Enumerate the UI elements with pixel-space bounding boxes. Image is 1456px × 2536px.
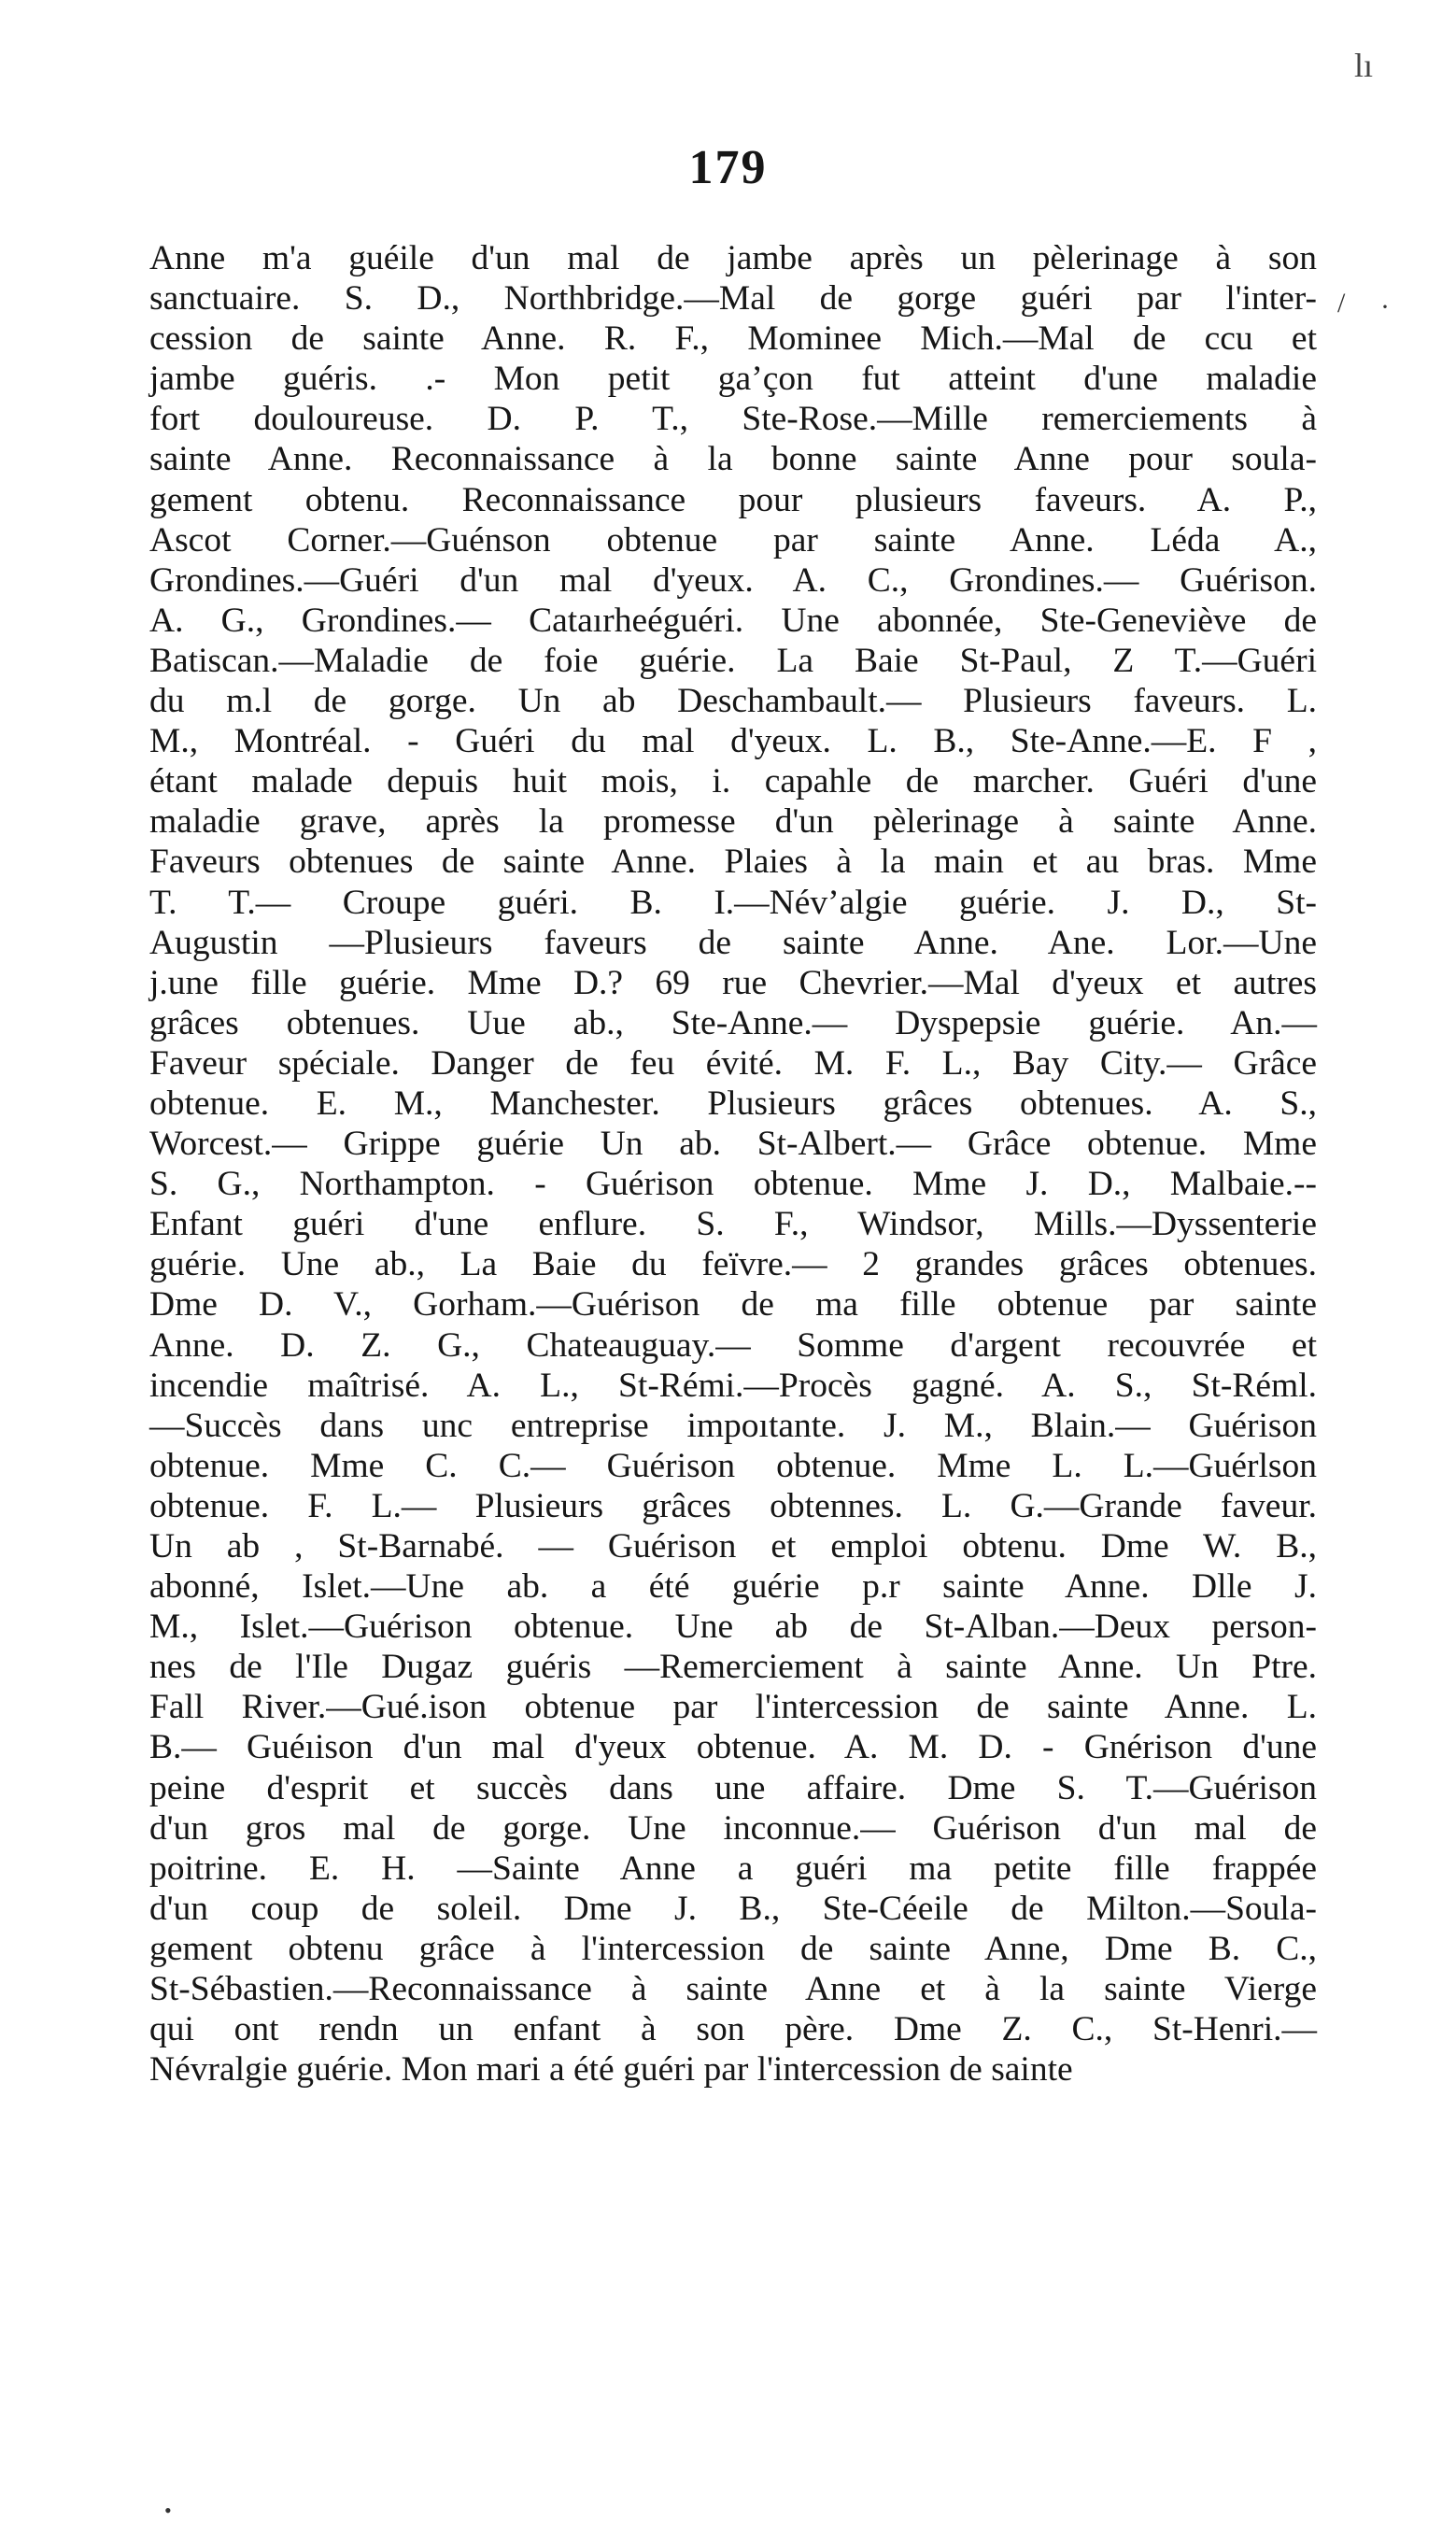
text-line: Anne. D. Z. G., Chateauguay.— Somme d'argent recouvrée et (149, 1325, 1317, 1365)
text-line: M., Montréal. - Guéri du mal d'yeux. L. B., Ste-Anne.—E. F , (149, 722, 1317, 761)
text-line: sainte Anne. Reconnaissance à la bonne sainte Anne pour soula- (149, 440, 1317, 479)
text-line: obtenue. Mme C. C.— Guérison obtenue. Mme L. L.—Guérlson (149, 1446, 1317, 1485)
text-line: d'un gros mal de gorge. Une inconnue.— Guérison d'un mal de (149, 1808, 1317, 1848)
text-line: Worcest.— Grippe guérie Un ab. St-Albert.— Grâce obtenue. Mme (149, 1125, 1317, 1164)
text-line: abonné, Islet.—Une ab. a été guérie p.r sainte Anne. Dlle J. (149, 1567, 1317, 1607)
text-line: Fall River.—Gué.ison obtenue par l'intercession de sainte Anne. L. (149, 1688, 1317, 1727)
text-line: Enfant guéri d'une enflure. S. F., Windsor, Mills.—Dyssenterie (149, 1205, 1317, 1244)
text-line: obtenue. E. M., Manchester. Plusieurs grâces obtenues. A. S., (149, 1084, 1317, 1123)
text-line: gement obtenu. Reconnaissance pour plusieurs faveurs. A. P., (149, 480, 1317, 519)
text-line: sanctuaire. S. D., Northbridge.—Mal de gorge guéri par l'inter- (149, 279, 1317, 319)
text-line: fort douloureuse. D. P. T., Ste-Rose.—Mille remerciements à (149, 400, 1317, 439)
text-line: St-Sébastien.—Reconnaissance à sainte Anne et à la sainte Vierge (149, 1970, 1317, 2009)
text-line: Névralgie guérie. Mon mari a été guéri par l'intercession de sainte (149, 2050, 1073, 2090)
text-line: A. G., Grondines.— Cataırheéguéri. Une abonnée, Ste-Geneviève de (149, 601, 1317, 640)
text-line: incendie maîtrisé. A. L., St-Rémi.—Procès gagné. A. S., St-Réml. (149, 1366, 1317, 1405)
text-line: obtenue. F. L.— Plusieurs grâces obtennes. L. G.—Grande faveur. (149, 1486, 1317, 1525)
text-line: Ascot Corner.—Guénson obtenue par sainte Anne. Léda A., (149, 520, 1317, 560)
text-line: guérie. Une ab., La Baie du feïvre.— 2 grandes grâces obtenues. (149, 1245, 1317, 1284)
text-line: étant malade depuis huit mois, i. capahle de marcher. Guéri d'une (149, 762, 1317, 801)
text-line: T. T.— Croupe guéri. B. I.—Név’algie guérie. J. D., St- (149, 883, 1317, 922)
text-line: Faveur spéciale. Danger de feu évité. M. F. L., Bay City.— Grâce (149, 1043, 1317, 1083)
text-line: cession de sainte Anne. R. F., Mominee Mich.—Mal de ccu et (149, 319, 1317, 359)
margin-mark: / (1337, 288, 1346, 319)
text-line: j.une fille guérie. Mme D.? 69 rue Chevrier.—Mal d'yeux et autres (149, 963, 1317, 1002)
text-line: peine d'esprit et succès dans une affaire. Dme S. T.—Guérison (149, 1768, 1317, 1807)
text-line: Grondines.—Guéri d'un mal d'yeux. A. C., Grondines.— Guérison. (149, 560, 1317, 600)
text-line: grâces obtenues. Uue ab., Ste-Anne.— Dyspepsie guérie. An.— (149, 1003, 1317, 1042)
text-line: Batiscan.—Maladie de foie guérie. La Baie St-Paul, Z T.—Guéri (149, 641, 1317, 680)
page-number: 179 (688, 141, 768, 194)
text-line: Augustin —Plusieurs faveurs de sainte Anne. Ane. Lor.—Une (149, 923, 1317, 962)
body-text (149, 238, 1317, 2090)
text-line: nes de l'Ile Dugaz guéris —Remerciement à sainte Anne. Un Ptre. (149, 1648, 1317, 1687)
text-line: B.— Guéıison d'un mal d'yeux obtenue. A. M. D. - Gnérison d'une (149, 1728, 1317, 1767)
text-line: du m.l de gorge. Un ab Deschambault.— Plusieurs faveurs. L. (149, 682, 1317, 721)
margin-mark: • (164, 2499, 172, 2522)
text-line: poitrine. E. H. —Sainte Anne a guéri ma petite fille frappée (149, 1849, 1317, 1888)
text-line: Dme D. V., Gorham.—Guérison de ma fille obtenue par sainte (149, 1285, 1317, 1325)
text-line: jambe guéris. .- Mon petit ga’çon fut atteint d'une maladie (149, 360, 1317, 399)
text-line: Anne m'a guéile d'un mal de jambe après un pèlerinage à son (149, 239, 1317, 277)
text-line: —Succès dans unc entreprise impoıtante. J. M., Blain.— Guérison (149, 1406, 1317, 1445)
text-line: M., Islet.—Guérison obtenue. Une ab de St-Alban.—Deux person- (149, 1608, 1317, 1647)
text-line: d'un coup de soleil. Dme J. B., Ste-Céeile de Milton.—Soula- (149, 1889, 1317, 1928)
text-line: maladie grave, après la promesse d'un pèlerinage à sainte Anne. (149, 802, 1317, 842)
text-line: Faveurs obtenues de sainte Anne. Plaies à la main et au bras. Mme (149, 843, 1317, 882)
margin-mark: · (1380, 291, 1390, 322)
text-line: gement obtenu grâce à l'intercession de sainte Anne, Dme B. C., (149, 1929, 1317, 1968)
text-line: Un ab , St-Barnabé. — Guérison et emploi obtenu. Dme W. B., (149, 1527, 1317, 1566)
corner-mark: lı (1354, 47, 1374, 84)
text-line: S. G., Northampton. - Guérison obtenue. Mme J. D., Malbaie.-- (149, 1165, 1317, 1204)
text-line: qui ont rendn un enfant à son père. Dme Z. C., St-Henri.— (149, 2010, 1317, 2049)
